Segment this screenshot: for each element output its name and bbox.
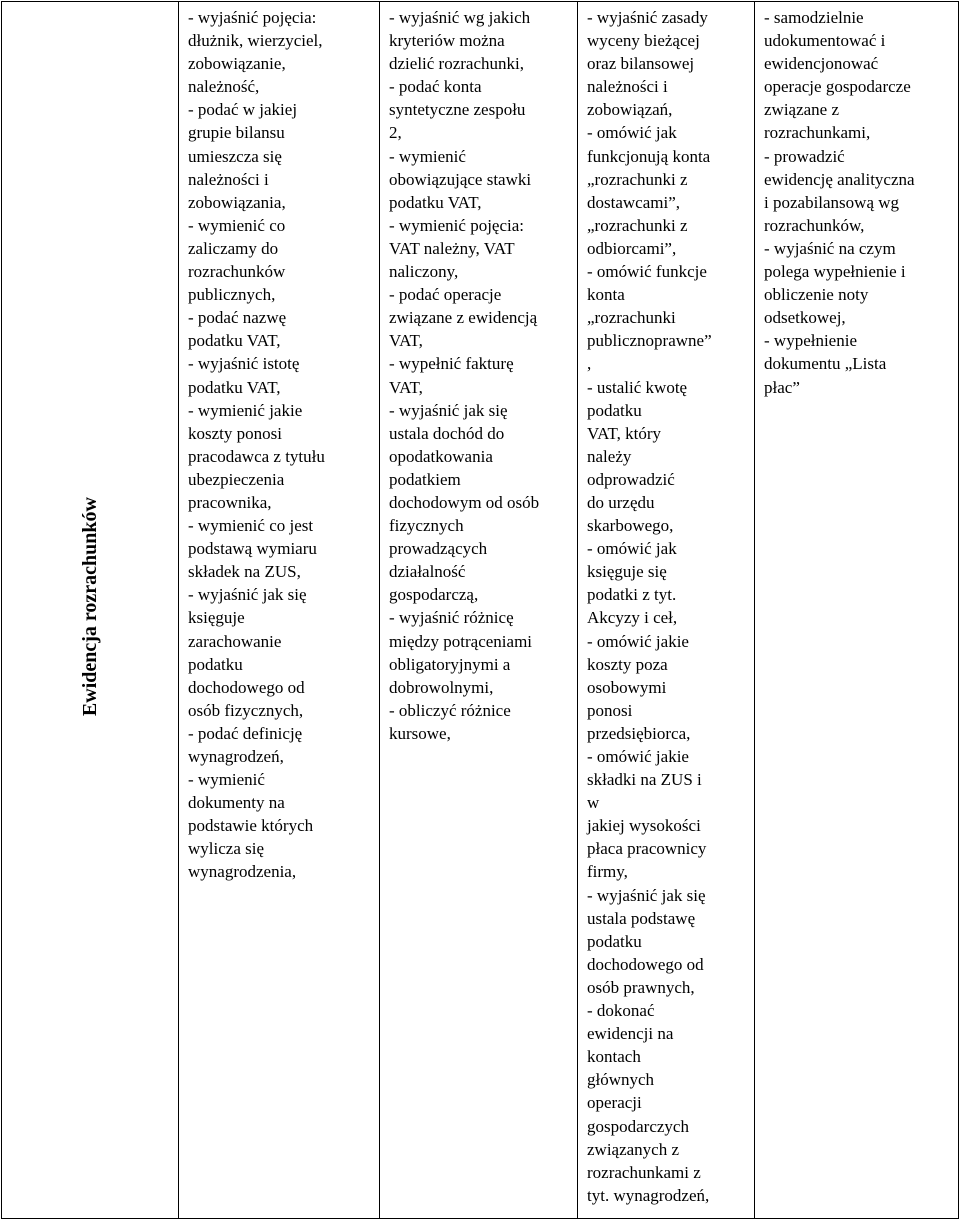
text-line: obligatoryjnymi a xyxy=(389,654,511,674)
text-line: rozrachunków, xyxy=(764,215,865,235)
text-line: ewidencji na xyxy=(587,1024,674,1044)
text-line: w xyxy=(587,793,600,813)
text-line: operacji xyxy=(587,1093,642,1113)
text-line: Akcyzy i ceł, xyxy=(587,608,678,628)
text-line: ewidencję analityczna xyxy=(764,169,915,189)
text-line: - wymienić co xyxy=(188,215,286,235)
text-line: odprowadzić xyxy=(587,469,675,489)
text-line: - wyjaśnić wg jakich xyxy=(389,8,531,27)
text-line: dochodowego od xyxy=(587,954,704,974)
text-line: zaliczamy do xyxy=(188,238,279,258)
text-line: podatku VAT, xyxy=(188,331,281,351)
text-line: dochodowego od xyxy=(188,677,305,697)
text-line: publicznych, xyxy=(188,285,276,305)
text-line: rozrachunków xyxy=(188,262,286,282)
text-line: związane z xyxy=(764,100,840,120)
text-line: - podać w jakiej xyxy=(188,100,298,120)
text-line: - wymienić co jest xyxy=(188,516,314,536)
text-line: należności i xyxy=(587,77,668,97)
text-line: - wymienić jakie xyxy=(188,400,303,420)
text-line: podatku xyxy=(587,931,642,951)
text-line: płac” xyxy=(764,377,800,397)
text-line: związanych z xyxy=(587,1139,680,1159)
text-line: zobowiązania, xyxy=(188,192,286,212)
text-line: „rozrachunki xyxy=(587,308,676,328)
text-line: ewidencjonować xyxy=(764,54,879,74)
text-line: - wypełnić fakturę xyxy=(389,354,514,374)
text-line: - wymienić xyxy=(389,146,466,166)
text-line: naliczony, xyxy=(389,262,459,282)
text-line: dokumenty na xyxy=(188,793,285,813)
text-line: podstawą wymiaru xyxy=(188,539,317,559)
curriculum-table xyxy=(1,1,959,1219)
text-line: wylicza się xyxy=(188,839,264,859)
text-line: - wypełnienie xyxy=(764,331,857,351)
text-line: - omówić jakie xyxy=(587,747,689,766)
text-line: konta xyxy=(587,285,625,305)
text-line: rozrachunkami, xyxy=(764,123,871,143)
text-line: - omówić jak xyxy=(587,539,677,559)
text-line: syntetyczne zespołu xyxy=(389,100,526,120)
text-line: - podać konta xyxy=(389,77,482,97)
text-line: ustala podstawę xyxy=(587,908,696,928)
column-3-text xyxy=(587,6,754,1207)
text-line: kryteriów można xyxy=(389,31,505,51)
text-line: działalność xyxy=(389,562,466,582)
text-line: - wymienić xyxy=(188,770,265,790)
text-line: składek na ZUS, xyxy=(188,562,301,582)
text-line: - omówić funkcje xyxy=(587,262,707,282)
text-line: odsetkowej, xyxy=(764,308,846,328)
table-row xyxy=(2,2,959,1219)
text-line: między potrąceniami xyxy=(389,631,533,651)
text-line: księguje się xyxy=(587,562,667,582)
text-line: dokumentu „Lista xyxy=(764,354,887,374)
text-line: zarachowanie xyxy=(188,631,282,651)
text-line: - wyjaśnić na czym xyxy=(764,238,896,258)
text-line: skarbowego, xyxy=(587,516,674,536)
text-line: należność, xyxy=(188,77,260,97)
column-4-text xyxy=(764,6,958,399)
text-line: i pozabilansową wg xyxy=(764,192,900,212)
text-line: podatku VAT, xyxy=(389,192,482,212)
text-line: wyceny bieżącej xyxy=(587,31,700,51)
text-line: - wymienić pojęcia: xyxy=(389,215,525,235)
text-line: kontach xyxy=(587,1047,641,1067)
text-line: - dokonać xyxy=(587,1001,655,1021)
text-line: publicznoprawne” xyxy=(587,331,712,351)
text-line: „rozrachunki z xyxy=(587,215,688,235)
text-line: funkcjonują konta xyxy=(587,146,711,166)
text-line: odbiorcami”, xyxy=(587,238,677,258)
text-line: - ustalić kwotę xyxy=(587,377,688,397)
text-line: podatku xyxy=(587,400,642,420)
section-title: Ewidencja rozrachunków xyxy=(79,497,101,717)
text-line: - wyjaśnić zasady xyxy=(587,8,708,27)
column-1-cell xyxy=(179,2,380,1219)
text-line: firmy, xyxy=(587,862,628,882)
text-line: - podać nazwę xyxy=(188,308,287,328)
text-line: fizycznych xyxy=(389,516,464,536)
text-line: - wyjaśnić różnicę xyxy=(389,608,514,628)
text-line: jakiej wysokości xyxy=(587,816,701,836)
text-line: - podać definicję xyxy=(188,723,303,743)
text-line: dzielić rozrachunki, xyxy=(389,54,524,74)
text-line: - wyjaśnić jak się xyxy=(587,885,706,905)
text-line: udokumentować i xyxy=(764,31,886,51)
column-1-text xyxy=(188,6,379,884)
text-line: składki na ZUS i xyxy=(587,770,702,790)
text-line: - wyjaśnić jak się xyxy=(188,585,307,605)
text-line: rozrachunkami z xyxy=(587,1162,701,1182)
text-line: - omówić jakie xyxy=(587,631,689,651)
text-line: należności i xyxy=(188,169,269,189)
text-line: ustala dochód do xyxy=(389,423,505,443)
text-line: polega wypełnienie i xyxy=(764,262,906,282)
text-line: gospodarczą, xyxy=(389,585,479,605)
text-line: pracownika, xyxy=(188,492,272,512)
text-line: obliczenie noty xyxy=(764,285,869,305)
text-line: VAT, który xyxy=(587,423,661,443)
text-line: osób fizycznych, xyxy=(188,700,304,720)
text-line: płaca pracownicy xyxy=(587,839,707,859)
text-line: do urzędu xyxy=(587,492,655,512)
column-2-text xyxy=(389,6,577,745)
text-line: podatki z tyt. xyxy=(587,585,677,605)
text-line: - wyjaśnić pojęcia: xyxy=(188,8,317,27)
text-line: dostawcami”, xyxy=(587,192,680,212)
text-line: osobowymi xyxy=(587,677,667,697)
text-line: ubezpieczenia xyxy=(188,469,285,489)
column-4-cell xyxy=(755,2,959,1219)
text-line: opodatkowania xyxy=(389,446,493,466)
text-line: głównych xyxy=(587,1070,655,1090)
text-line: księguje xyxy=(188,608,245,628)
text-line: osób prawnych, xyxy=(587,977,695,997)
text-line: koszty poza xyxy=(587,654,668,674)
text-line: - omówić jak xyxy=(587,123,677,143)
text-line: podstawie których xyxy=(188,816,314,836)
text-line: dochodowym od osób xyxy=(389,492,540,512)
text-line: VAT, xyxy=(389,377,423,397)
text-line: - podać operacje xyxy=(389,285,502,305)
text-line: umieszcza się xyxy=(188,146,282,166)
text-line: wynagrodzeń, xyxy=(188,747,284,766)
text-line: kursowe, xyxy=(389,723,451,743)
text-line: pracodawca z tytułu xyxy=(188,446,325,466)
text-line: 2, xyxy=(389,123,402,143)
text-line: operacje gospodarcze xyxy=(764,77,911,97)
column-2-cell xyxy=(380,2,578,1219)
text-line: dłużnik, wierzyciel, xyxy=(188,31,323,51)
text-line: , xyxy=(587,354,592,374)
text-line: należy xyxy=(587,446,632,466)
text-line: - wyjaśnić istotę xyxy=(188,354,300,374)
text-line: tyt. wynagrodzeń, xyxy=(587,1185,710,1205)
section-title-cell xyxy=(2,2,179,1219)
text-line: wynagrodzenia, xyxy=(188,862,297,882)
text-line: gospodarczych xyxy=(587,1116,689,1136)
text-line: - prowadzić xyxy=(764,146,845,166)
text-line: podatkiem xyxy=(389,469,461,489)
text-line: oraz bilansowej xyxy=(587,54,695,74)
text-line: grupie bilansu xyxy=(188,123,285,143)
text-line: podatku VAT, xyxy=(188,377,281,397)
text-line: - wyjaśnić jak się xyxy=(389,400,508,420)
text-line: związane z ewidencją xyxy=(389,308,538,328)
text-line: - samodzielnie xyxy=(764,8,864,27)
text-line: VAT, xyxy=(389,331,423,351)
text-line: zobowiązań, xyxy=(587,100,673,120)
text-line: zobowiązanie, xyxy=(188,54,286,74)
text-line: ponosi xyxy=(587,700,633,720)
text-line: VAT należny, VAT xyxy=(389,238,515,258)
text-line: przedsiębiorca, xyxy=(587,723,691,743)
text-line: dobrowolnymi, xyxy=(389,677,494,697)
text-line: podatku xyxy=(188,654,243,674)
text-line: obowiązujące stawki xyxy=(389,169,532,189)
text-line: „rozrachunki z xyxy=(587,169,688,189)
text-line: - obliczyć różnice xyxy=(389,700,511,720)
text-line: koszty ponosi xyxy=(188,423,282,443)
column-3-cell xyxy=(578,2,755,1219)
text-line: prowadzących xyxy=(389,539,488,559)
